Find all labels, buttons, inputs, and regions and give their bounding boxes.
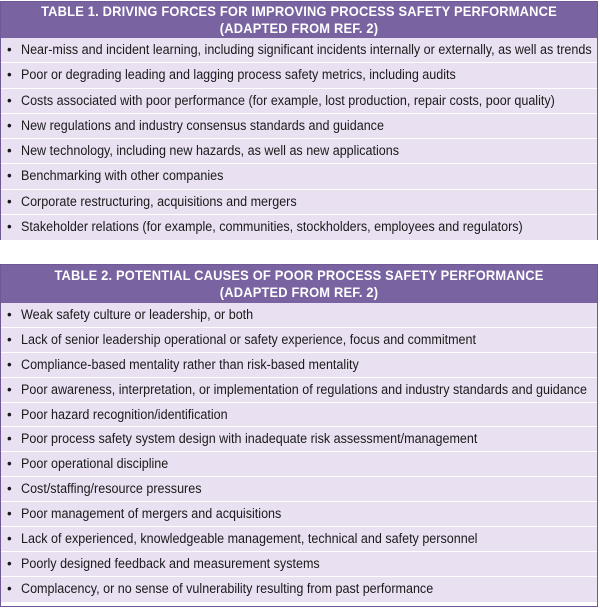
bullet-icon: • <box>7 67 12 83</box>
list-item: • Corporate restructuring, acquisitions and mergers <box>1 190 597 215</box>
list-item: • Lack of senior leadership operational or safety experience, focus and commitment <box>1 328 597 353</box>
bullet-icon: • <box>7 555 12 571</box>
bullet-icon: • <box>7 219 12 235</box>
bullet-icon: • <box>7 42 12 57</box>
bullet-icon: • <box>7 168 12 184</box>
list-item: • Poor hazard recognition/identification <box>1 403 597 428</box>
list-item: • Poor awareness, interpretation, or implementation of regulations and industry standards and guidance <box>1 378 597 403</box>
list-item: • Poor process safety system design with inadequate risk assessment/management <box>1 427 597 452</box>
bullet-icon: • <box>7 431 12 447</box>
list-item: • Weak safety culture or leadership, or both <box>1 303 597 328</box>
bullet-icon: • <box>7 143 12 159</box>
table-1 <box>0 1 598 240</box>
bullet-icon: • <box>7 531 12 547</box>
table-1-subtitle: (ADAPTED FROM REF. 2) <box>219 20 379 36</box>
bullet-icon: • <box>7 456 12 472</box>
table-1-header <box>1 2 597 38</box>
list-item: • New regulations and industry consensus standards and guidance <box>1 114 597 139</box>
bullet-icon: • <box>7 481 12 497</box>
bullet-icon: • <box>7 331 12 347</box>
list-item: • Benchmarking with other companies <box>1 164 597 189</box>
table-2-title: TABLE 2. POTENTIAL CAUSES OF POOR PROCESS SAFETY PERFORMANCE <box>54 267 544 283</box>
table-2 <box>0 264 598 607</box>
list-item: • Poor operational discipline <box>1 452 597 477</box>
list-item: • Near-miss and incident learning, including significant incidents internally or externally, as well as trends <box>1 38 597 63</box>
bullet-icon: • <box>7 193 12 209</box>
table-1-list <box>1 38 597 240</box>
list-item: • Cost/staffing/resource pressures <box>1 477 597 502</box>
bullet-icon: • <box>7 406 12 422</box>
list-item: • Complacency, or no sense of vulnerability resulting from past performance <box>1 577 597 602</box>
table-2-subtitle: (ADAPTED FROM REF. 2) <box>219 284 379 300</box>
table-1-title: TABLE 1. DRIVING FORCES FOR IMPROVING PROCESS SAFETY PERFORMANCE <box>41 3 557 19</box>
table-2-header <box>1 265 597 303</box>
bullet-icon: • <box>7 92 12 108</box>
bullet-icon: • <box>7 580 12 596</box>
bullet-icon: • <box>7 356 12 372</box>
list-item: • Stakeholder relations (for example, communities, stockholders, employees and regulators) <box>1 215 597 240</box>
list-item: • Lack of experienced, knowledgeable management, technical and safety personnel <box>1 527 597 552</box>
list-item: • Costs associated with poor performance (for example, lost production, repair costs, poor quality) <box>1 89 597 114</box>
list-item: • Compliance-based mentality rather than risk-based mentality <box>1 353 597 378</box>
bullet-icon: • <box>7 506 12 522</box>
list-item: • Poor or degrading leading and lagging process safety metrics, including audits <box>1 63 597 88</box>
bullet-icon: • <box>7 117 12 133</box>
list-item: • Poorly designed feedback and measurement systems <box>1 552 597 577</box>
list-item: • Poor management of mergers and acquisitions <box>1 502 597 527</box>
bullet-icon: • <box>7 307 12 322</box>
list-item: • New technology, including new hazards, as well as new applications <box>1 139 597 164</box>
bullet-icon: • <box>7 381 12 397</box>
table-2-list <box>1 303 597 602</box>
